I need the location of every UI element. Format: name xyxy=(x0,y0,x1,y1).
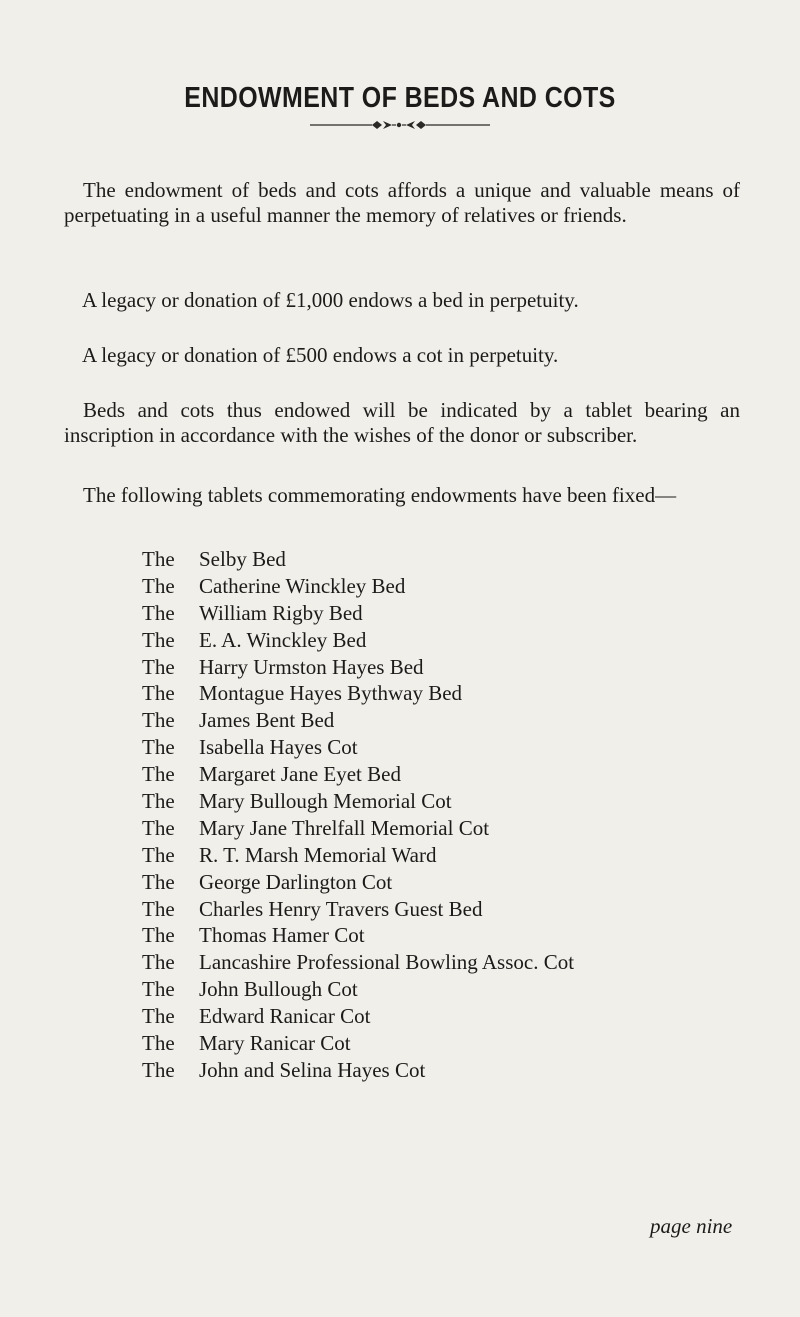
tablet-name: William Rigby Bed xyxy=(199,600,363,625)
tablet-item xyxy=(142,734,574,761)
tablet-prefix: The xyxy=(142,1057,175,1082)
tablet-prefix: The xyxy=(142,896,175,921)
tablet-name: Edward Ranicar Cot xyxy=(199,1004,371,1029)
tablet-item xyxy=(142,976,574,1003)
tablet-prefix: The xyxy=(142,815,175,840)
tablet-item xyxy=(142,869,574,896)
tablet-prefix: The xyxy=(142,1031,175,1056)
tablet-item xyxy=(142,922,574,949)
tablet-name: Montague Hayes Bythway Bed xyxy=(199,681,463,706)
tablet-prefix: The xyxy=(142,627,175,652)
tablet-name: R. T. Marsh Memorial Ward xyxy=(199,842,437,867)
tablet-item xyxy=(142,546,574,573)
tablet-name: John and Selina Hayes Cot xyxy=(199,1057,426,1082)
ornament-divider-icon xyxy=(310,118,490,132)
tablet-name: John Bullough Cot xyxy=(199,977,358,1002)
tablet-item xyxy=(142,707,574,734)
tablet-prefix: The xyxy=(142,762,175,787)
tablet-name: James Bent Bed xyxy=(199,708,335,733)
tablet-name: George Darlington Cot xyxy=(199,869,393,894)
tablet-prefix: The xyxy=(142,708,175,733)
tablet-name: Harry Urmston Hayes Bed xyxy=(199,654,424,679)
tablet-item xyxy=(142,788,574,815)
tablet-name: Lancashire Professional Bowling Assoc. Cot xyxy=(199,950,575,975)
tablet-item xyxy=(142,627,574,654)
tablet-name: Selby Bed xyxy=(199,547,286,571)
tablet-prefix: The xyxy=(142,923,175,948)
tablet-prefix: The xyxy=(142,842,175,867)
tablet-name: Charles Henry Travers Guest Bed xyxy=(199,896,483,921)
tablet-note-paragraph: Beds and cots thus endowed will be indicated by a tablet bearing an inscription in accordance with the wishes of the donor or subscriber. xyxy=(64,398,740,447)
page-number: page nine xyxy=(650,1214,733,1238)
tablet-item xyxy=(142,600,574,627)
tablet-prefix: The xyxy=(142,950,175,975)
tablet-item xyxy=(142,761,574,788)
tablet-name: Mary Jane Threlfall Memorial Cot xyxy=(199,815,490,840)
cot-legacy-paragraph: A legacy or donation of £500 endows a cot in perpetuity. xyxy=(82,343,559,367)
tablet-prefix: The xyxy=(142,681,175,706)
intro-paragraph: The endowment of beds and cots affords a unique and valuable means of perpetuating in a useful manner the memory of relatives or friends. xyxy=(64,178,740,227)
following-paragraph: The following tablets commemorating endowments have been fixed— xyxy=(83,483,677,507)
tablet-name: Catherine Winckley Bed xyxy=(199,573,406,598)
tablet-name: E. A. Winckley Bed xyxy=(199,627,367,652)
tablet-prefix: The xyxy=(142,1004,175,1029)
tablet-name: Isabella Hayes Cot xyxy=(199,735,358,760)
page-title: ENDOWMENT OF BEDS AND COTS xyxy=(184,82,616,114)
tablet-item xyxy=(142,1030,574,1057)
tablet-item xyxy=(142,896,574,923)
tablet-prefix: The xyxy=(142,547,175,571)
tablet-prefix: The xyxy=(142,654,175,679)
tablet-item xyxy=(142,842,574,869)
bed-legacy-paragraph: A legacy or donation of £1,000 endows a bed in perpetuity. xyxy=(82,288,579,312)
tablet-prefix: The xyxy=(142,869,175,894)
tablet-name: Thomas Hamer Cot xyxy=(199,923,365,948)
tablet-prefix: The xyxy=(142,573,175,598)
tablet-item xyxy=(142,573,574,600)
tablet-name: Margaret Jane Eyet Bed xyxy=(199,762,401,787)
tablet-item xyxy=(142,1057,574,1084)
tablet-name: Mary Ranicar Cot xyxy=(199,1031,351,1056)
tablet-name: Mary Bullough Memorial Cot xyxy=(199,789,452,814)
tablet-item xyxy=(142,654,574,681)
tablet-item xyxy=(142,680,574,707)
tablet-prefix: The xyxy=(142,735,175,760)
tablet-item xyxy=(142,1003,574,1030)
tablet-list xyxy=(142,546,574,1084)
tablet-prefix: The xyxy=(142,977,175,1002)
tablet-item xyxy=(142,949,574,976)
tablet-prefix: The xyxy=(142,600,175,625)
tablet-item xyxy=(142,815,574,842)
tablet-prefix: The xyxy=(142,789,175,814)
